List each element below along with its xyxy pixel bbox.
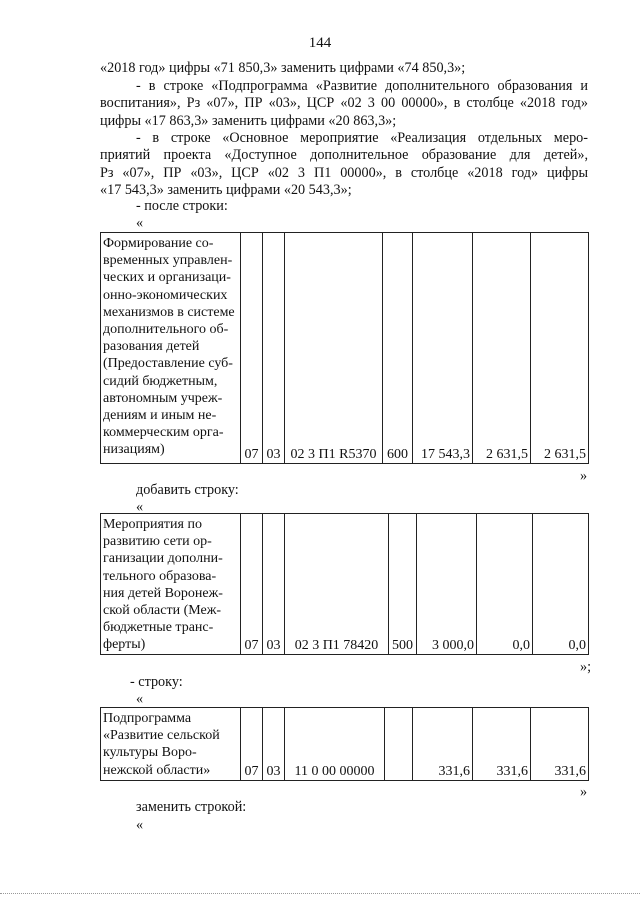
page-bottom-edge [0, 893, 640, 895]
row-name-cell: Мероприятия по развитию сети ор- ганизации дополни- тельного образова- ния детей Воронеж- ской области (Меж- бюджетные транс- ферты) [101, 514, 241, 655]
table-replaced-row [100, 707, 589, 781]
csr-cell: 02 3 П1 78420 [285, 514, 389, 655]
row-label: - строку: [130, 674, 183, 690]
value-2018-cell: 3 000,0 [417, 514, 477, 655]
pr-cell: 03 [263, 233, 285, 464]
close-quote: » [580, 468, 588, 484]
paragraph-3 [100, 130, 588, 200]
value-2020-cell: 2 631,5 [531, 233, 589, 464]
csr-cell: 02 3 П1 R5370 [285, 233, 383, 464]
close-quote: » [580, 784, 588, 800]
table-row [101, 514, 589, 655]
row-name-cell: Подпрограмма «Развитие сельской культуры Воро- нежской области» [101, 708, 241, 781]
value-2019-cell: 2 631,5 [473, 233, 531, 464]
text-line: «2018 год» цифры «71 850,3» заменить цифрами «74 850,3»; [100, 60, 466, 76]
text-line: воспитания», Рз «07», ПР «03», ЦСР «02 3 00 00000», в столбце «2018 год» [100, 95, 588, 112]
value-2018-cell: 17 543,3 [413, 233, 473, 464]
vr-cell: 500 [389, 514, 417, 655]
close-quote-semicolon: »; [580, 659, 592, 675]
csr-cell: 11 0 00 00000 [285, 708, 385, 781]
table-row [101, 233, 589, 464]
text-line: - в строке «Основное мероприятие «Реализация отдельных меро- [136, 130, 588, 146]
open-quote: « [136, 215, 144, 231]
pr-cell: 03 [263, 708, 285, 781]
table-row [101, 708, 589, 781]
text-line: цифры «17 863,3» заменить цифрами «20 863,3»; [100, 112, 397, 129]
paragraph-2 [100, 78, 588, 130]
vr-cell [385, 708, 413, 781]
value-2020-cell: 331,6 [531, 708, 589, 781]
text-line: - в строке «Подпрограмма «Развитие дополнительного образования и [136, 78, 588, 94]
text-line: «17 543,3» заменить цифрами «20 543,3»; [100, 182, 352, 199]
replace-row-label: заменить строкой: [136, 799, 247, 815]
table-existing-row [100, 232, 589, 464]
open-quote: « [136, 691, 144, 707]
rz-cell: 07 [241, 514, 263, 655]
table-added-row [100, 513, 589, 655]
value-2019-cell: 331,6 [473, 708, 531, 781]
page-number: 144 [308, 35, 332, 51]
open-quote: « [136, 817, 144, 833]
after-row-label: - после строки: [136, 198, 228, 214]
pr-cell: 03 [263, 514, 285, 655]
row-name-cell: Формирование со- временных управлен- ческих и организаци- онно-экономических механизмов в системе дополнительного об- разования детей (Предоставление суб- сидий бюджетным, автономным учреж- дениям и иным не- коммерческим орга- низациям) [101, 233, 241, 464]
open-quote: « [136, 499, 144, 515]
value-2019-cell: 0,0 [477, 514, 533, 655]
rz-cell: 07 [241, 233, 263, 464]
paragraph-1 [100, 60, 588, 77]
vr-cell: 600 [383, 233, 413, 464]
text-line: приятий проекта «Доступное дополнительное образование для детей», [100, 147, 588, 164]
value-2018-cell: 331,6 [413, 708, 473, 781]
value-2020-cell: 0,0 [533, 514, 589, 655]
text-line: Рз «07», ПР «03», ЦСР «02 3 П1 00000», в столбце «2018 год» цифры [100, 164, 588, 181]
rz-cell: 07 [241, 708, 263, 781]
add-row-label: добавить строку: [136, 482, 239, 498]
